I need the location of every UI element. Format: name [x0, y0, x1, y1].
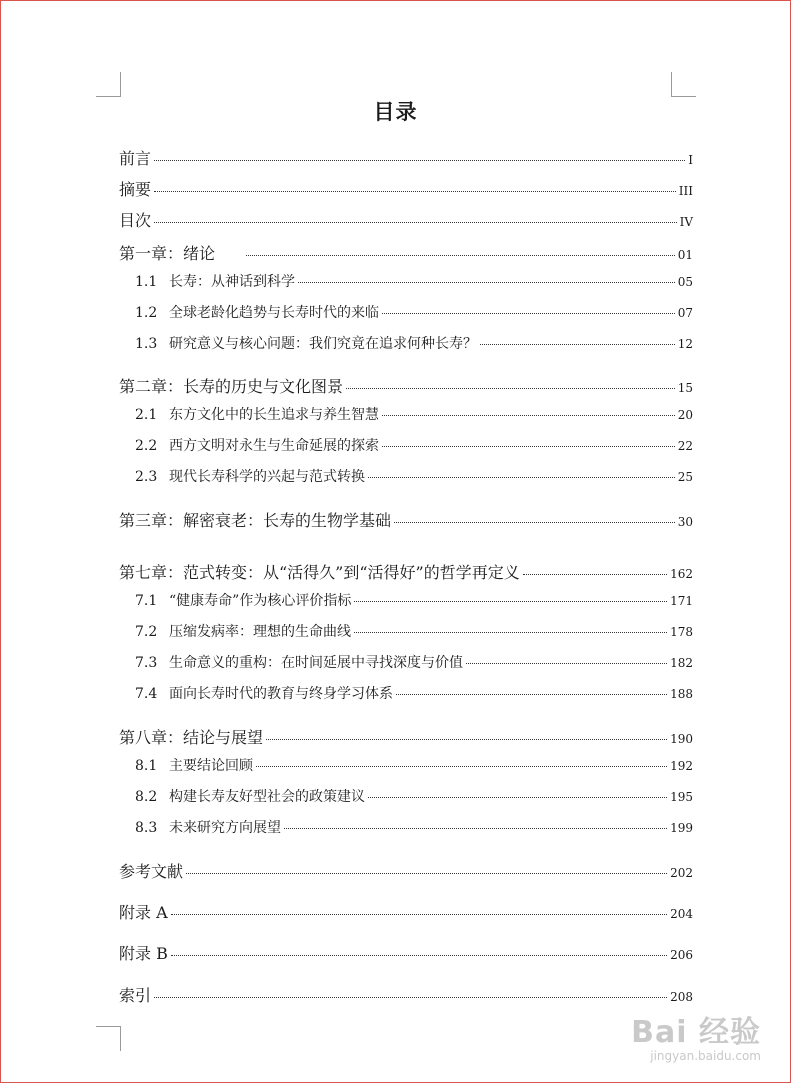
page-number: 20: [677, 408, 693, 422]
entry-title: 现代长寿科学的兴起与范式转换: [169, 469, 365, 485]
toc-subentry[interactable]: [135, 621, 693, 641]
toc-subentry[interactable]: [135, 404, 693, 424]
toc-subentry[interactable]: [135, 271, 693, 291]
section-number: 7.2: [135, 624, 158, 640]
entry-title: 附录 A: [119, 903, 168, 922]
page-number: 05: [677, 275, 693, 289]
entry-title: 第三章：解密衰老：长寿的生物学基础: [119, 511, 392, 530]
dot-leader: [154, 997, 667, 998]
dot-leader: [154, 222, 677, 223]
page-number: 195: [670, 790, 693, 804]
dot-leader: [154, 160, 685, 161]
dot-leader: [368, 797, 667, 798]
toc-subentry[interactable]: [135, 786, 693, 806]
dot-leader: [382, 415, 675, 416]
dot-leader: [368, 477, 675, 478]
toc-entry[interactable]: [119, 725, 693, 748]
entry-title: 第七章：范式转变：从“活得久”到“活得好”的哲学再定义: [119, 563, 520, 582]
entry-title: 索引: [119, 986, 152, 1005]
section-number: 2.2: [135, 438, 158, 454]
section-number: 2.1: [135, 407, 158, 423]
entry-title: 东方文化中的长生追求与养生智慧: [169, 407, 379, 423]
toc-subentry[interactable]: [135, 590, 693, 610]
dot-leader: [354, 632, 667, 633]
page-number: 202: [670, 866, 693, 880]
toc-entry[interactable]: [119, 177, 693, 200]
toc-title: 目录: [373, 99, 418, 124]
entry-title: 第一章：绪论: [119, 244, 216, 263]
dot-leader: [154, 191, 676, 192]
entry-title: 第二章：长寿的历史与文化图景: [119, 377, 344, 396]
entry-title: 压缩发病率：理想的生命曲线: [169, 624, 351, 640]
page-number: 178: [670, 625, 693, 639]
dot-leader: [523, 574, 667, 575]
entry-title: 构建长寿友好型社会的政策建议: [169, 789, 365, 805]
entry-title: 全球老龄化趋势与长寿时代的来临: [169, 305, 379, 321]
entry-title: 前言: [119, 149, 152, 168]
toc-subentry[interactable]: [135, 755, 693, 775]
dot-leader: [394, 522, 675, 523]
page-number: 192: [670, 759, 693, 773]
entry-title: 主要结论回顾: [169, 758, 253, 774]
watermark-url: jingyan.baidu.com: [650, 1049, 761, 1063]
entry-title: 面向长寿时代的教育与终身学习体系: [169, 686, 393, 702]
dot-leader: [480, 344, 675, 345]
section-number: 8.1: [135, 758, 158, 774]
section-number: 7.3: [135, 655, 158, 671]
dot-leader: [466, 663, 667, 664]
section-number: 1.1: [135, 274, 158, 290]
page-number: 22: [677, 439, 693, 453]
page-number: III: [678, 184, 693, 198]
page-number: 171: [670, 594, 693, 608]
toc-subentry[interactable]: [135, 435, 693, 455]
page-number: 188: [670, 687, 693, 701]
section-number: 7.4: [135, 686, 158, 702]
page-number: 30: [677, 515, 693, 529]
toc-subentry[interactable]: [135, 652, 693, 672]
toc-entry[interactable]: [119, 560, 693, 583]
dot-leader: [284, 828, 667, 829]
toc-subentry[interactable]: [135, 302, 693, 322]
toc-subentry[interactable]: [135, 817, 693, 837]
entry-title: 长寿：从神话到科学: [169, 274, 295, 290]
toc-subentry[interactable]: [135, 683, 693, 703]
page-number: 190: [670, 732, 693, 746]
toc-entry[interactable]: [119, 508, 693, 531]
section-number: 7.1: [135, 593, 158, 609]
dot-leader: [396, 694, 667, 695]
section-number: 8.3: [135, 820, 158, 836]
dot-leader: [171, 955, 667, 956]
dot-leader: [256, 766, 667, 767]
section-number: 1.3: [135, 336, 158, 352]
entry-title: 参考文献: [119, 862, 184, 881]
toc-entry[interactable]: [119, 208, 693, 231]
page-number: IV: [679, 215, 693, 229]
page-number: 182: [670, 656, 693, 670]
toc-entry[interactable]: [119, 241, 693, 264]
entry-title: 西方文明对永生与生命延展的探索: [169, 438, 379, 454]
entry-title: 附录 B: [119, 944, 168, 963]
page-number: 01: [677, 248, 693, 262]
dot-leader: [266, 739, 667, 740]
page-number: I: [688, 153, 693, 167]
margin-corner-mark: [96, 1026, 121, 1051]
toc-entry[interactable]: [119, 146, 693, 169]
dot-leader: [382, 446, 675, 447]
toc-subentry[interactable]: [135, 466, 693, 486]
toc-entry[interactable]: [119, 941, 693, 964]
entry-title: 研究意义与核心问题：我们究竟在追求何种长寿？: [169, 336, 477, 352]
margin-corner-mark: [96, 72, 121, 97]
watermark-logo: Bai 经验: [631, 1015, 761, 1050]
entry-title: “健康寿命”作为核心评价指标: [169, 593, 352, 609]
section-number: 8.2: [135, 789, 158, 805]
entry-title: 第八章：结论与展望: [119, 728, 264, 747]
margin-corner-mark: [671, 72, 696, 97]
dot-leader: [382, 313, 675, 314]
page-number: 206: [670, 948, 693, 962]
entry-title: 生命意义的重构：在时间延展中寻找深度与价值: [169, 655, 463, 671]
toc-entry[interactable]: [119, 983, 693, 1006]
entry-title: 未来研究方向展望: [169, 820, 281, 836]
entry-title: 摘要: [119, 180, 152, 199]
dot-leader: [346, 388, 675, 389]
dot-leader: [246, 255, 675, 256]
toc-subentry[interactable]: [135, 333, 693, 353]
section-number: 2.3: [135, 469, 158, 485]
page-number: 208: [670, 990, 693, 1004]
page-number: 204: [670, 907, 693, 921]
page-number: 12: [677, 337, 693, 351]
section-number: 1.2: [135, 305, 158, 321]
page-number: 15: [677, 381, 693, 395]
dot-leader: [171, 914, 667, 915]
page-number: 162: [670, 567, 693, 581]
toc-entry[interactable]: [119, 900, 693, 923]
page-number: 199: [670, 821, 693, 835]
watermark: [631, 1007, 761, 1063]
toc-entry[interactable]: [119, 374, 693, 397]
dot-leader: [354, 601, 667, 602]
toc-entry[interactable]: [119, 859, 693, 882]
dot-leader: [186, 873, 667, 874]
page-number: 25: [677, 470, 693, 484]
page-number: 07: [677, 306, 693, 320]
dot-leader: [298, 282, 675, 283]
entry-title: 目次: [119, 211, 152, 230]
